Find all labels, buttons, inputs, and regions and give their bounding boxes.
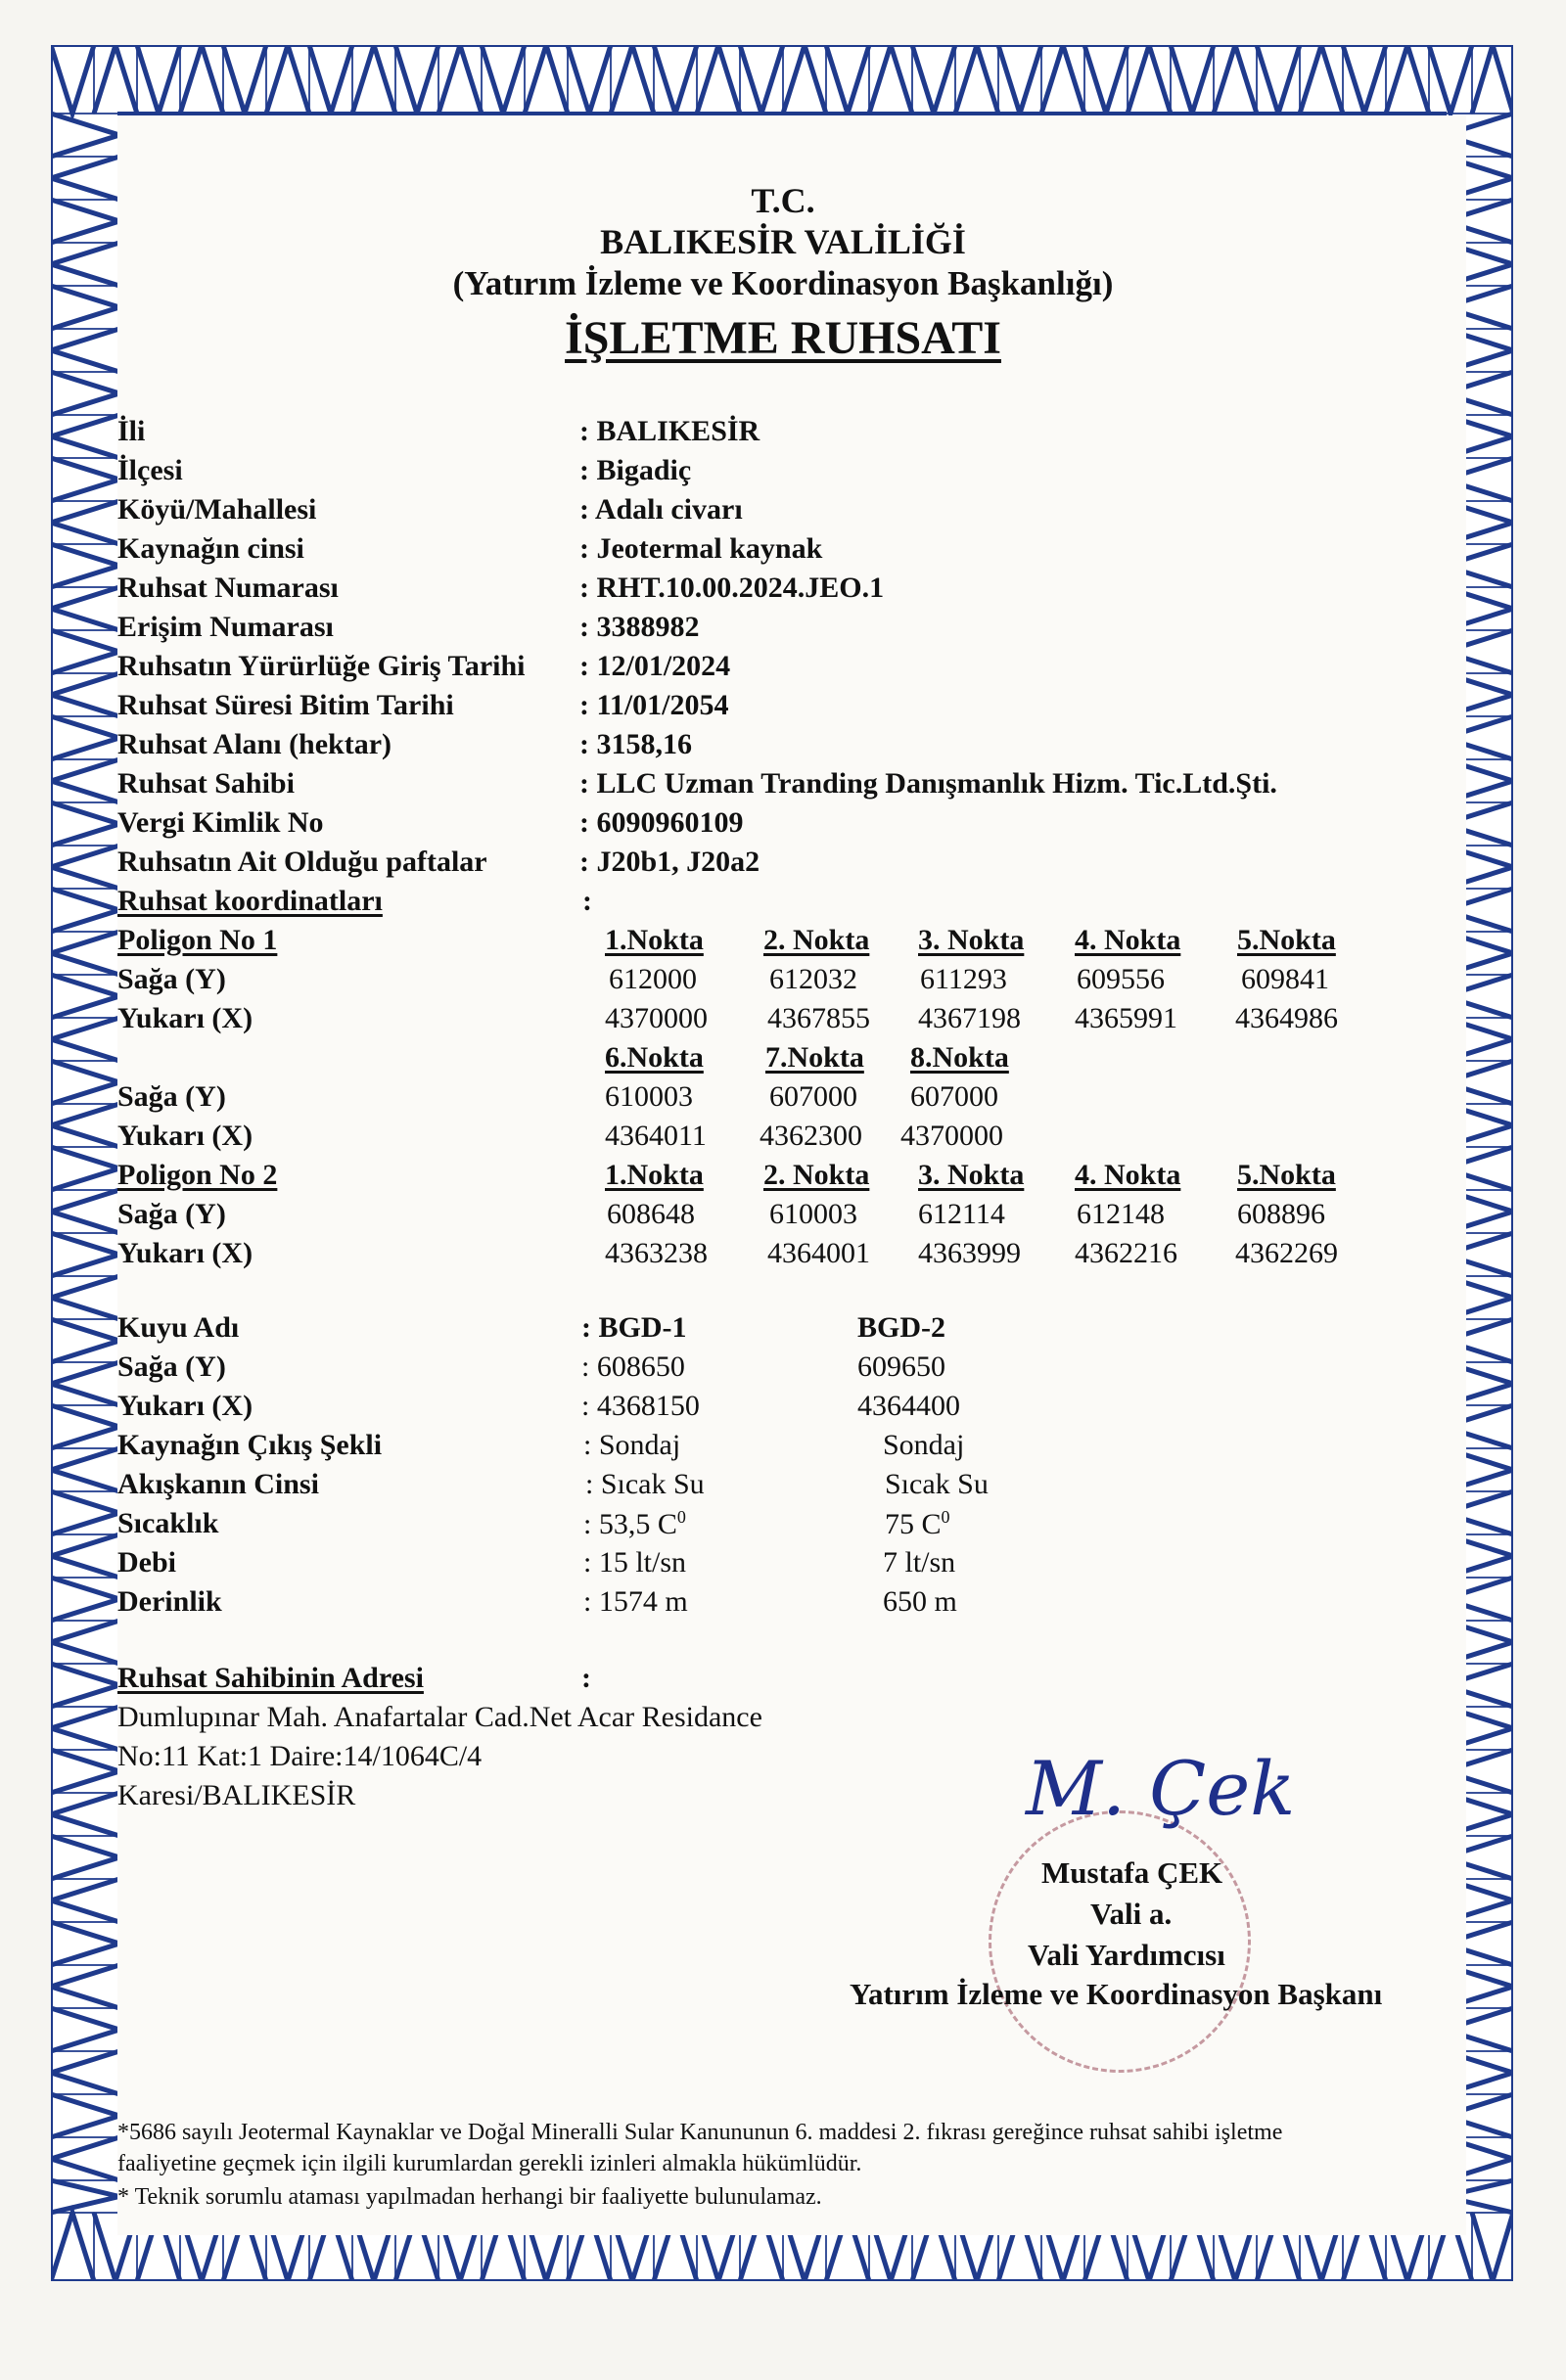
handwritten-signature xyxy=(1018,1744,1331,1852)
polygon2-yukari-5: 4362269 xyxy=(1235,1237,1338,1269)
well2-saga: 609650 xyxy=(857,1350,945,1383)
address-heading: Ruhsat Sahibinin Adresi xyxy=(117,1662,424,1694)
polygon1-yukari-8: 4370000 xyxy=(900,1120,1003,1152)
signer-role-2: Vali Yardımcısı xyxy=(1028,1938,1225,1972)
footnote-3: * Teknik sorumlu ataması yapılmadan herhangi bir faaliyette bulunulamaz. xyxy=(117,2184,822,2210)
address-line-2: No:11 Kat:1 Daire:14/1064C/4 xyxy=(117,1740,483,1772)
signature-handwriting: M. Çek xyxy=(1026,1745,1296,1832)
field-value-sahibi: : LLC Uzman Tranding Danışmanlık Hizm. Tic.Ltd.Şti. xyxy=(579,767,1277,800)
field-value-giris-tarihi: : 12/01/2024 xyxy=(579,650,731,682)
well1-cikis: : Sondaj xyxy=(583,1429,681,1461)
field-value-ruhsat-no: : RHT.10.00.2024.JEO.1 xyxy=(579,572,885,604)
footnote-2: faaliyetine geçmek için ilgili kurumlardan gerekli izinleri almakla hükümlüdür. xyxy=(117,2151,862,2176)
polygon1-yukari-1: 4370000 xyxy=(605,1002,708,1034)
header-governorship: BALIKESİR VALİLİĞİ xyxy=(600,222,966,261)
field-value-vergi-no: : 6090960109 xyxy=(579,806,744,839)
well2-sicaklik-value: 75 C xyxy=(885,1508,942,1540)
polygon1-label: Poligon No 1 xyxy=(117,924,278,956)
polygon1-saga-2: 612032 xyxy=(769,963,857,995)
polygon2-yukari-label: Yukarı (X) xyxy=(117,1237,253,1269)
field-value-kaynak: : Jeotermal kaynak xyxy=(579,532,823,565)
polygon1-saga-label: Sağa (Y) xyxy=(117,963,226,995)
polygon1-point-3: 3. Nokta xyxy=(918,924,1025,956)
polygon1-saga-6: 610003 xyxy=(605,1080,693,1113)
field-label-giris-tarihi: Ruhsatın Yürürlüğe Giriş Tarihi xyxy=(117,650,526,682)
polygon2-saga-4: 612148 xyxy=(1077,1198,1165,1230)
polygon2-point-4: 4. Nokta xyxy=(1075,1159,1181,1191)
well2-kuyu-adi: BGD-2 xyxy=(857,1311,945,1344)
well1-sicaklik-value: : 53,5 C xyxy=(583,1508,677,1540)
field-label-paftalar: Ruhsatın Ait Olduğu paftalar xyxy=(117,846,487,878)
well2-akiskan: Sıcak Su xyxy=(885,1468,989,1500)
document-title: İŞLETME RUHSATI xyxy=(565,312,1001,364)
well-label-kuyu-adi: Kuyu Adı xyxy=(117,1311,240,1344)
well2-sicaklik xyxy=(885,1507,950,1541)
polygon2-saga-2: 610003 xyxy=(769,1198,857,1230)
well1-kuyu-adi: : BGD-1 xyxy=(581,1311,687,1344)
polygon1-point-7: 7.Nokta xyxy=(765,1041,864,1074)
signer-name: Mustafa ÇEK xyxy=(1041,1855,1223,1890)
polygon1-yukari-label: Yukarı (X) xyxy=(117,1002,253,1034)
polygon1-saga-5: 609841 xyxy=(1241,963,1329,995)
well1-sicaklik xyxy=(583,1507,686,1541)
field-value-koy: : Adalı civarı xyxy=(579,493,743,526)
field-value-il: : BALIKESİR xyxy=(579,415,760,447)
well-label-derinlik: Derinlik xyxy=(117,1585,222,1618)
well-label-saga: Sağa (Y) xyxy=(117,1350,226,1383)
polygon2-yukari-2: 4364001 xyxy=(767,1237,870,1269)
polygon1-yukari-4: 4365991 xyxy=(1075,1002,1177,1034)
polygon1-yukari-3: 4367198 xyxy=(918,1002,1021,1034)
well1-akiskan: : Sıcak Su xyxy=(585,1468,705,1500)
signer-role-3: Yatırım İzleme ve Koordinasyon Başkanı xyxy=(850,1977,1383,2011)
field-label-ruhsat-no: Ruhsat Numarası xyxy=(117,572,339,604)
well-label-sicaklik: Sıcaklık xyxy=(117,1507,219,1539)
polygon1-saga-3: 611293 xyxy=(920,963,1007,995)
well2-cikis: Sondaj xyxy=(883,1429,965,1461)
field-label-sahibi: Ruhsat Sahibi xyxy=(117,767,295,800)
well-label-yukari: Yukarı (X) xyxy=(117,1390,253,1422)
polygon2-yukari-4: 4362216 xyxy=(1075,1237,1177,1269)
polygon2-saga-label: Sağa (Y) xyxy=(117,1198,226,1230)
polygon1-yukari-5: 4364986 xyxy=(1235,1002,1338,1034)
polygon1-saga-label-2: Sağa (Y) xyxy=(117,1080,226,1113)
field-label-erisim-no: Erişim Numarası xyxy=(117,611,334,643)
polygon1-yukari-6: 4364011 xyxy=(605,1120,707,1152)
well1-derinlik: : 1574 m xyxy=(583,1585,688,1618)
field-label-ilce: İlçesi xyxy=(117,454,183,486)
field-value-ilce: : Bigadiç xyxy=(579,454,692,486)
well-label-cikis: Kaynağın Çıkış Şekli xyxy=(117,1429,383,1461)
polygon1-yukari-7: 4362300 xyxy=(760,1120,862,1152)
polygon2-yukari-3: 4363999 xyxy=(918,1237,1021,1269)
polygon1-point-6: 6.Nokta xyxy=(605,1041,704,1074)
field-label-koy: Köyü/Mahallesi xyxy=(117,493,317,526)
polygon1-point-4: 4. Nokta xyxy=(1075,924,1181,956)
polygon1-saga-7: 607000 xyxy=(769,1080,857,1113)
address-colon: : xyxy=(581,1662,591,1694)
polygon1-saga-8: 607000 xyxy=(910,1080,998,1113)
polygon1-saga-1: 612000 xyxy=(609,963,697,995)
polygon1-point-1: 1.Nokta xyxy=(605,924,704,956)
coordinates-heading: Ruhsat koordinatları xyxy=(117,885,383,917)
polygon2-label: Poligon No 2 xyxy=(117,1159,278,1191)
well2-debi: 7 lt/sn xyxy=(883,1546,956,1579)
well1-debi: : 15 lt/sn xyxy=(583,1546,687,1579)
well2-degree-mark: 0 xyxy=(941,1507,950,1527)
polygon1-saga-4: 609556 xyxy=(1077,963,1165,995)
polygon2-point-3: 3. Nokta xyxy=(918,1159,1025,1191)
header-department: (Yatırım İzleme ve Koordinasyon Başkanlığı) xyxy=(452,264,1114,302)
address-line-3: Karesi/BALIKESİR xyxy=(117,1779,356,1811)
field-label-il: İli xyxy=(117,415,146,447)
field-value-erisim-no: : 3388982 xyxy=(579,611,700,643)
polygon2-saga-1: 608648 xyxy=(607,1198,695,1230)
polygon2-saga-3: 612114 xyxy=(918,1198,1005,1230)
polygon2-yukari-1: 4363238 xyxy=(605,1237,708,1269)
polygon1-point-2: 2. Nokta xyxy=(763,924,870,956)
polygon1-yukari-label-2: Yukarı (X) xyxy=(117,1120,253,1152)
field-value-bitim-tarihi: : 11/01/2054 xyxy=(579,689,729,721)
polygon2-saga-5: 608896 xyxy=(1237,1198,1325,1230)
polygon1-yukari-2: 4367855 xyxy=(767,1002,870,1034)
address-line-1: Dumlupınar Mah. Anafartalar Cad.Net Acar Residance xyxy=(117,1701,762,1733)
polygon2-point-2: 2. Nokta xyxy=(763,1159,870,1191)
well1-saga: : 608650 xyxy=(581,1350,685,1383)
well-label-debi: Debi xyxy=(117,1546,176,1579)
polygon1-point-5: 5.Nokta xyxy=(1237,924,1336,956)
footnote-1: *5686 sayılı Jeotermal Kaynaklar ve Doğal Mineralli Sular Kanununun 6. maddesi 2. fıkrası gereğince ruhsat sahibi işletme xyxy=(117,2120,1283,2145)
field-value-alan: : 3158,16 xyxy=(579,728,692,760)
polygon2-point-1: 1.Nokta xyxy=(605,1159,704,1191)
header-tc: T.C. xyxy=(751,181,815,220)
well2-derinlik: 650 m xyxy=(883,1585,957,1618)
well2-yukari: 4364400 xyxy=(857,1390,960,1422)
well1-degree-mark: 0 xyxy=(676,1507,686,1527)
field-label-vergi-no: Vergi Kimlik No xyxy=(117,806,324,839)
polygon1-point-8: 8.Nokta xyxy=(910,1041,1009,1074)
field-label-bitim-tarihi: Ruhsat Süresi Bitim Tarihi xyxy=(117,689,454,721)
field-label-alan: Ruhsat Alanı (hektar) xyxy=(117,728,392,760)
well-label-akiskan: Akışkanın Cinsi xyxy=(117,1468,319,1500)
signer-role-1: Vali a. xyxy=(1090,1897,1173,1931)
field-value-paftalar: : J20b1, J20a2 xyxy=(579,846,760,878)
well1-yukari: : 4368150 xyxy=(581,1390,700,1422)
field-label-kaynak: Kaynağın cinsi xyxy=(117,532,304,565)
coordinates-colon: : xyxy=(582,885,592,917)
polygon2-point-5: 5.Nokta xyxy=(1237,1159,1336,1191)
